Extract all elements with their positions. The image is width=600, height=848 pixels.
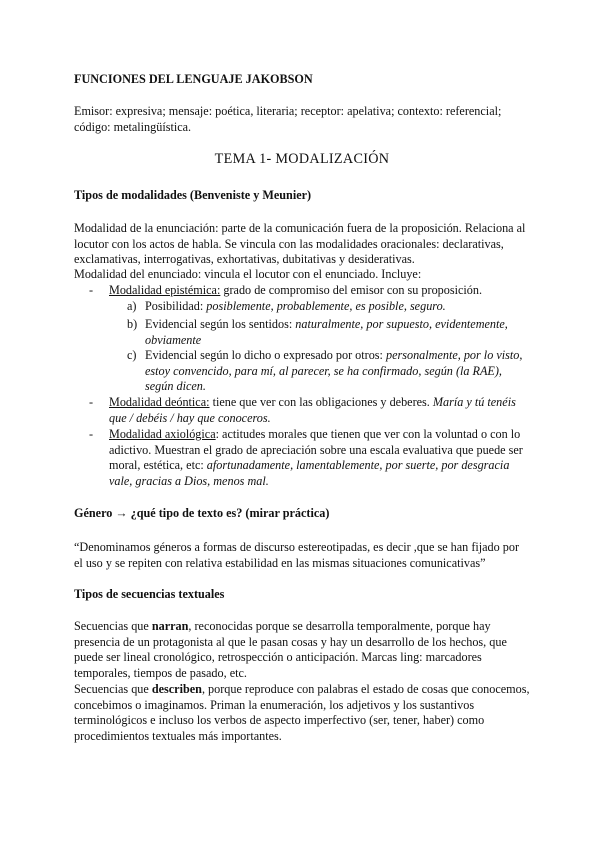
evidencial-otros-text: Evidencial según lo dicho o expresado por otros:	[145, 348, 386, 362]
modalidades-heading: Tipos de modalidades (Benveniste y Meunier)	[74, 188, 312, 202]
sub-marker-b: b)	[127, 317, 138, 331]
jakobson-intro: Emisor: expresiva; mensaje: poética, literaria; receptor: apelativa; contexto: referencial; código: metalingüística.	[74, 104, 502, 134]
modalidad-enunciacion-paragraph: Modalidad de la enunciación: parte de la comunicación fuera de la proposición. Relaciona al locutor con los actos de habla. Se vincula con las modalidades oracionales: declarativas, exclamativas, interrogativas, exhortativas, dubitativas y desiderativas.	[74, 221, 526, 266]
epistemica-item	[109, 283, 529, 299]
modalidad-enunciado-paragraph: Modalidad del enunciado: vincula el locutor con el enunciado. Incluye:	[74, 267, 422, 281]
deontica-item	[109, 395, 529, 426]
narran-keyword: narran	[151, 619, 189, 633]
jakobson-heading: FUNCIONES DEL LENGUAJE JAKOBSON	[74, 72, 313, 86]
epistemica-text: grado de compromiso del emisor con su proposición.	[220, 283, 483, 297]
axiologica-examples: afortunadamente, lamentablemente, por suerte, por desgracia vale, gracias a Dios, menos mal.	[109, 458, 510, 488]
evidencial-sentidos-item	[145, 317, 529, 348]
axiologica-text: : actitudes morales que tienen que ver con la voluntad o con lo adictivo. Muestran el grado de apreciación sobre una escala evaluativa que puede ser moral, estética, etc:	[109, 427, 523, 472]
posibilidad-examples: posiblemente, probablemente, es posible, seguro.	[206, 299, 446, 313]
list-dash: -	[89, 395, 94, 409]
secuencias-describen-paragraph	[74, 682, 530, 744]
sub-marker-c: c)	[127, 348, 137, 362]
secuencias-narran-paragraph	[74, 619, 530, 681]
describen-keyword: describen	[151, 682, 202, 696]
evidencial-sentidos-text: Evidencial según los sentidos:	[145, 317, 296, 331]
list-dash: -	[89, 283, 94, 297]
axiologica-item	[109, 427, 529, 489]
posibilidad-text: Posibilidad:	[145, 299, 207, 313]
evidencial-otros-item	[145, 348, 529, 395]
evidencial-otros-examples: personalmente, por lo visto, estoy convencido, para mí, al parecer, se ha confirmado, según (la RAE), según dicen.	[145, 348, 523, 393]
deontica-text: tiene que ver con las obligaciones y deberes.	[209, 395, 433, 409]
genero-quote: “Denominamos géneros a formas de discurso estereotipadas, es decir ,que se han fijado por el uso y se repiten con relativa estabilidad en las mismas situaciones comunicativas”	[74, 540, 520, 570]
deontica-examples: María y tú tenéis que / debéis / hay que conoceros.	[109, 395, 516, 425]
axiologica-label: Modalidad axiológica	[109, 427, 216, 441]
evidencial-sentidos-examples: naturalmente, por supuesto, evidentemente, obviamente	[145, 317, 508, 347]
sub-marker-a: a)	[127, 299, 137, 313]
list-dash: -	[89, 427, 94, 441]
describen-pre: Secuencias que	[74, 682, 152, 696]
describen-post: , porque reproduce con palabras el estado de cosas que conocemos, concebimos o imaginamos. Priman la enumeración, los adjetivos y los sustantivos terminológicos e incluso los verbos de aspecto imperfectivo (ser, tener, haber) como procedimientos textuales más importantes.	[74, 682, 530, 743]
secuencias-heading: Tipos de secuencias textuales	[74, 587, 225, 601]
narran-pre: Secuencias que	[74, 619, 152, 633]
posibilidad-item	[145, 299, 529, 315]
epistemica-label: Modalidad epistémica:	[109, 283, 221, 297]
deontica-label: Modalidad deóntica:	[109, 395, 210, 409]
genero-heading: Género → ¿qué tipo de texto es? (mirar práctica)	[74, 506, 330, 520]
narran-post: , reconocidas porque se desarrolla temporalmente, porque hay presencia de un protagonista al que le pasan cosas y hay un desarrollo de los hechos, que puede ser lineal cronológico, retrospección o anticipación. Marcas ling: marcadores temporales, tiempos de pasado, etc.	[74, 619, 507, 680]
theme-title: TEMA 1- MODALIZACIÓN	[214, 151, 390, 167]
